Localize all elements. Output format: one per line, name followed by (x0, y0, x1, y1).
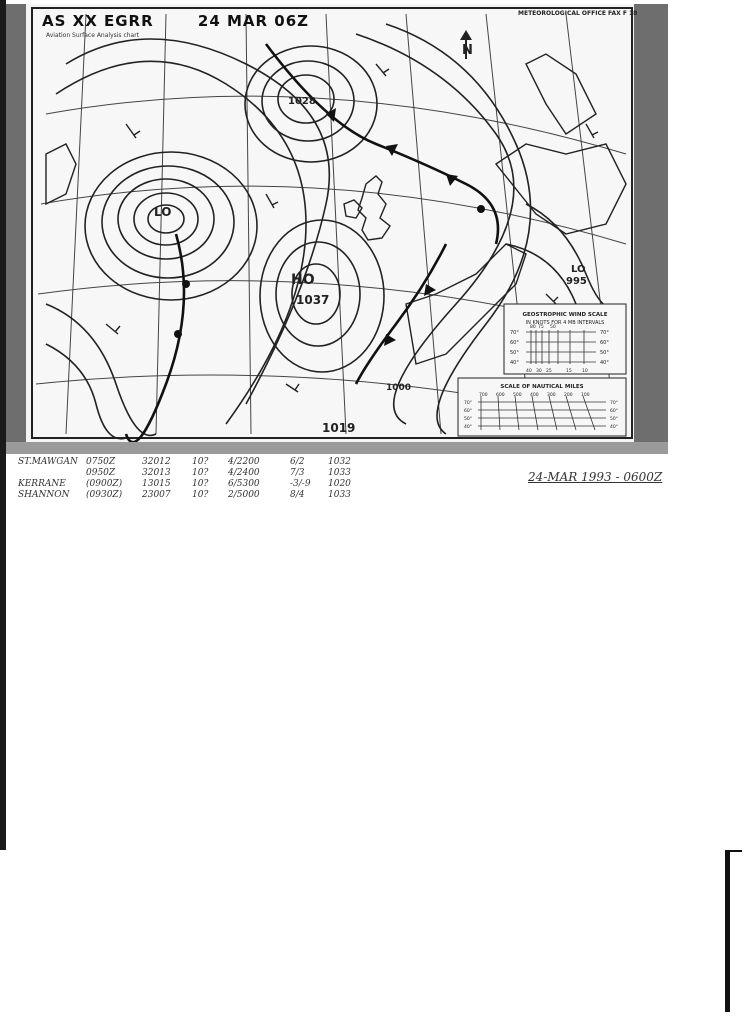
low-label: LO (154, 205, 172, 219)
chart-subtitle: Aviation Surface Analysis chart (46, 32, 140, 39)
geo-lat-40-left: 40° (510, 360, 519, 366)
obs-station: SHANNON (18, 489, 70, 500)
observation-row (18, 489, 357, 500)
obs-cloud: 2/5000 (228, 489, 260, 500)
nm-lat-50-right: 50° (610, 417, 618, 422)
high-pressure-value: 1037 (296, 293, 330, 307)
obs-temp: 6/2 (290, 456, 305, 467)
obs-vis: 10? (192, 478, 209, 489)
obs-wind: 13015 (142, 478, 171, 489)
pressure-label-1000: 1000 (386, 383, 412, 393)
observation-row (18, 478, 357, 489)
obs-time: 0750Z (86, 456, 116, 467)
nm-tick-100: 100 (581, 393, 590, 398)
nm-lat-70-right: 70° (610, 401, 618, 406)
obs-qnh: 1033 (328, 467, 351, 478)
nm-lat-40-left: 40° (464, 425, 472, 430)
obs-cloud: 4/2200 (228, 456, 260, 467)
obs-time: (0900Z) (86, 478, 123, 489)
geo-lat-50-right: 50° (600, 350, 609, 356)
scan-strip-bottom (6, 442, 668, 454)
geo-knots-80: 80 (530, 325, 536, 330)
obs-vis: 10? (192, 456, 209, 467)
observation-row (18, 456, 357, 467)
chart-valid-time: 24 MAR 06Z (197, 12, 310, 30)
geo-lat-50-left: 50° (510, 350, 519, 356)
observations-table (18, 456, 357, 500)
nm-lat-60-left: 60° (464, 409, 472, 414)
obs-wind: 32013 (142, 467, 171, 478)
obs-temp: 8/4 (290, 489, 305, 500)
chart-header (42, 12, 347, 30)
fax-label: FAX F 18 (608, 10, 638, 17)
nautical-miles-scale (458, 378, 626, 436)
nm-tick-500: 500 (513, 393, 522, 398)
obs-cloud: 6/5300 (228, 478, 260, 489)
observations-body (18, 456, 357, 500)
geo-lat-60-right: 60° (600, 340, 609, 346)
publisher-name: METEOROLOGICAL OFFICE (518, 10, 606, 17)
nm-tick-300: 300 (547, 393, 556, 398)
nm-tick-200: 200 (564, 393, 573, 398)
low-label-east: LO (571, 264, 586, 275)
geo-lat-40-right: 40° (600, 360, 609, 366)
geo-knots-40: 40 (526, 369, 532, 374)
weather-chart-sheet (6, 4, 668, 454)
chart-code: AS XX EGRR (42, 12, 154, 30)
geo-knots-15: 15 (566, 369, 572, 374)
obs-time: 0950Z (86, 467, 116, 478)
obs-temp: -3/-9 (290, 478, 311, 489)
obs-station (18, 467, 86, 478)
obs-cloud: 4/2400 (228, 467, 260, 478)
nm-lat-50-left: 50° (464, 417, 472, 422)
nm-tick-400: 400 (530, 393, 539, 398)
handwritten-date: 24-MAR 1993 - 0600Z (528, 470, 663, 484)
geo-lat-70-right: 70° (600, 330, 609, 336)
obs-qnh: 1033 (328, 489, 351, 500)
geo-knots-10: 10 (582, 369, 588, 374)
geo-lat-70-left: 70° (510, 330, 519, 336)
obs-vis: 10? (192, 467, 209, 478)
nautical-title: SCALE OF NAUTICAL MILES (500, 384, 584, 390)
obs-wind: 32012 (142, 456, 171, 467)
geo-knots-75: 75 (538, 325, 544, 330)
geo-knots-50: 50 (550, 325, 556, 330)
scan-strip-left (6, 4, 26, 454)
nm-lat-70-left: 70° (464, 401, 472, 406)
pressure-label-995: 995 (566, 276, 587, 287)
obs-qnh: 1020 (328, 478, 351, 489)
obs-time: (0930Z) (86, 489, 123, 500)
nm-tick-700: 700 (479, 393, 488, 398)
pressure-label-1019: 1019 (322, 421, 356, 435)
geostrophic-title: GEOSTROPHIC WIND SCALE (522, 312, 608, 318)
geo-knots-25: 25 (546, 369, 552, 374)
geo-knots-30: 30 (536, 369, 542, 374)
nm-lat-60-right: 60° (610, 409, 618, 414)
geostrophic-wind-scale (504, 304, 626, 374)
pressure-label-1028: 1028 (288, 96, 316, 107)
obs-station: KERRANE (18, 478, 66, 489)
scan-edge-right (725, 850, 730, 1012)
obs-qnh: 1032 (328, 456, 351, 467)
geo-lat-60-left: 60° (510, 340, 519, 346)
obs-temp: 7/3 (290, 467, 305, 478)
nm-lat-40-right: 40° (610, 425, 618, 430)
publisher-label (518, 10, 637, 17)
north-label: N (462, 43, 473, 58)
observation-row (18, 467, 357, 478)
obs-wind: 23007 (142, 489, 171, 500)
obs-vis: 10? (192, 489, 209, 500)
geostrophic-subtitle: IN KNOTS FOR 4 MB INTERVALS (525, 320, 605, 326)
scan-edge-tick (730, 850, 742, 852)
obs-station: ST.MAWGAN (18, 456, 78, 467)
nm-tick-600: 600 (496, 393, 505, 398)
synoptic-map (26, 4, 634, 442)
high-label: HO (291, 272, 315, 288)
scan-strip-right (634, 4, 668, 454)
